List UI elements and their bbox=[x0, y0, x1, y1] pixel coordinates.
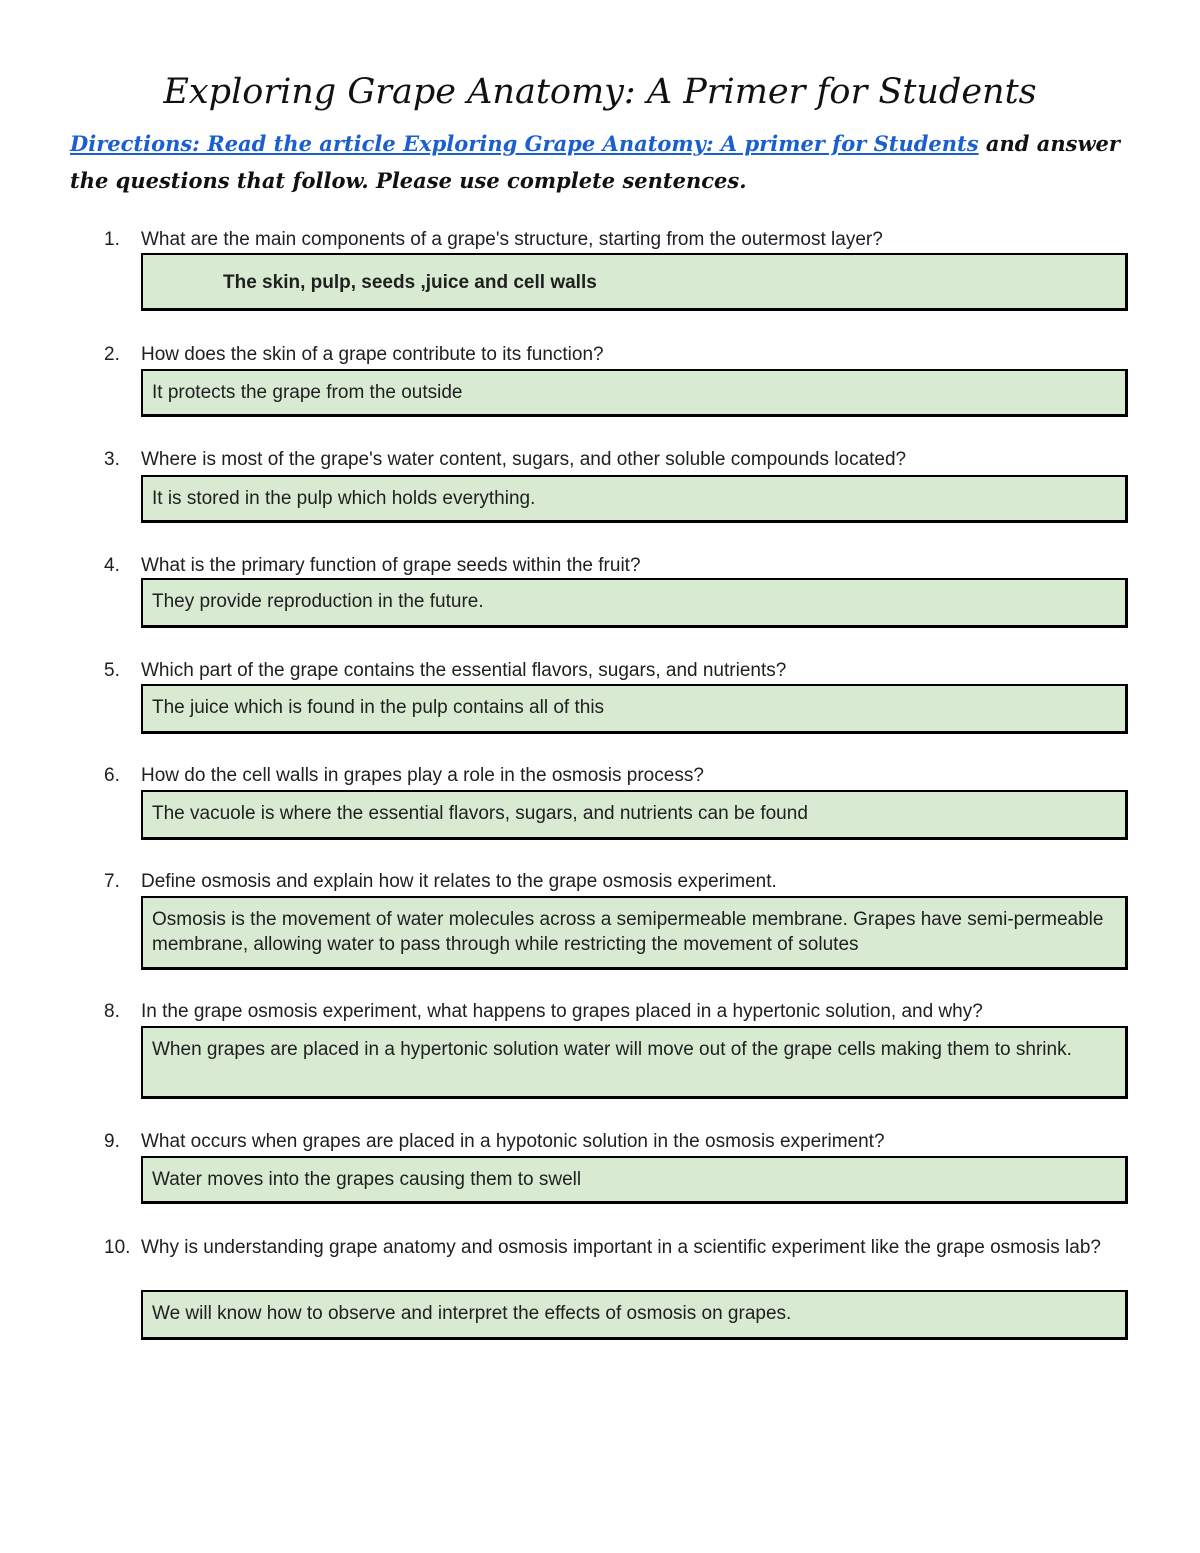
answer-box[interactable]: Water moves into the grapes causing them to swell bbox=[141, 1156, 1128, 1204]
question-text: Why is understanding grape anatomy and osmosis important in a scientific experiment like the grape osmosis lab? bbox=[141, 1237, 1101, 1258]
question-text: Which part of the grape contains the essential flavors, sugars, and nutrients? bbox=[141, 660, 787, 681]
question-number: 7. bbox=[104, 871, 120, 892]
directions-text: and answer the questions that follow. Please use complete sentences. bbox=[70, 131, 1120, 193]
answer-box[interactable]: It protects the grape from the outside bbox=[141, 369, 1128, 417]
question-number: 2. bbox=[104, 344, 120, 365]
answer-box[interactable]: The juice which is found in the pulp contains all of this bbox=[141, 684, 1128, 734]
question-number: 8. bbox=[104, 1001, 120, 1022]
question-text: What is the primary function of grape seeds within the fruit? bbox=[141, 555, 641, 576]
answer-box[interactable]: The vacuole is where the essential flavors, sugars, and nutrients can be found bbox=[141, 790, 1128, 840]
article-link[interactable]: Directions: Read the article Exploring Grape Anatomy: A primer for Students bbox=[70, 131, 979, 156]
question-text: How does the skin of a grape contribute to its function? bbox=[141, 344, 604, 365]
question-number: 4. bbox=[104, 555, 120, 576]
question-number: 10. bbox=[104, 1237, 131, 1258]
answer-box[interactable]: We will know how to observe and interpret the effects of osmosis on grapes. bbox=[141, 1290, 1128, 1340]
question-number: 1. bbox=[104, 229, 120, 250]
answer-box[interactable]: They provide reproduction in the future. bbox=[141, 578, 1128, 628]
question-number: 3. bbox=[104, 449, 120, 470]
answer-box[interactable]: When grapes are placed in a hypertonic solution water will move out of the grape cells making them to shrink. bbox=[141, 1026, 1128, 1099]
question-number: 6. bbox=[104, 765, 120, 786]
question-text: Define osmosis and explain how it relates to the grape osmosis experiment. bbox=[141, 871, 777, 892]
page-title: Exploring Grape Anatomy: A Primer for Students bbox=[163, 72, 1037, 112]
answer-box[interactable]: It is stored in the pulp which holds everything. bbox=[141, 475, 1128, 523]
question-number: 9. bbox=[104, 1131, 120, 1152]
question-text: What occurs when grapes are placed in a hypotonic solution in the osmosis experiment? bbox=[141, 1131, 885, 1152]
question-text: What are the main components of a grape's structure, starting from the outermost layer? bbox=[141, 229, 883, 250]
directions bbox=[70, 125, 1140, 199]
question-number: 5. bbox=[104, 660, 120, 681]
question-text: In the grape osmosis experiment, what happens to grapes placed in a hypertonic solution, and why? bbox=[141, 1001, 983, 1022]
answer-box[interactable]: The skin, pulp, seeds ,juice and cell walls bbox=[141, 253, 1128, 311]
question-text: Where is most of the grape's water content, sugars, and other soluble compounds located? bbox=[141, 449, 907, 470]
question-text: How do the cell walls in grapes play a role in the osmosis process? bbox=[141, 765, 704, 786]
answer-box[interactable]: Osmosis is the movement of water molecules across a semipermeable membrane. Grapes have semi-permeable membrane, allowing water to pass through while restricting the movement of solutes bbox=[141, 896, 1128, 970]
